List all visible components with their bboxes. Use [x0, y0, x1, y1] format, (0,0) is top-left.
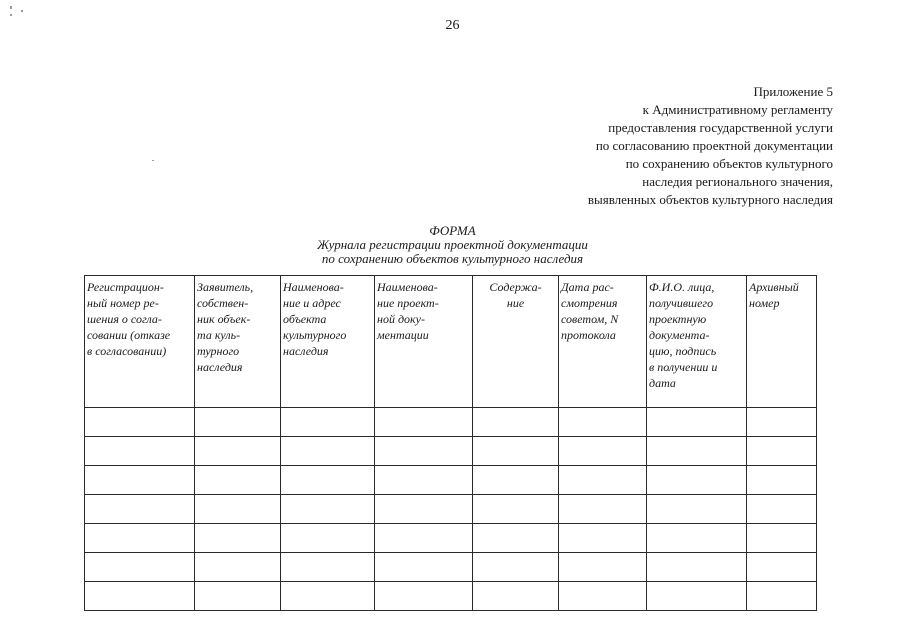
table-cell — [85, 553, 195, 582]
table-cell — [647, 495, 747, 524]
table-cell — [85, 524, 195, 553]
table-body — [85, 408, 817, 611]
table-cell — [559, 408, 647, 437]
table-cell — [195, 553, 281, 582]
table-cell — [473, 495, 559, 524]
table-cell — [473, 437, 559, 466]
table-cell — [647, 553, 747, 582]
registration-journal-table — [84, 275, 817, 611]
table-cell — [281, 466, 375, 495]
table-cell — [281, 408, 375, 437]
table-cell — [473, 582, 559, 611]
table-cell — [559, 495, 647, 524]
table-cell — [375, 437, 473, 466]
appendix-line: к Административному регламенту — [642, 102, 833, 117]
column-header-review-date: Дата рас- смотрения советом, N протокола — [559, 276, 647, 408]
column-header-registration-number: Регистрацион- ный номер ре- шения о согла- совании (отказе в согласовании) — [85, 276, 195, 408]
form-subtitle: Журнала регистрации проектной документации — [317, 237, 588, 252]
table-row — [85, 582, 817, 611]
table-cell — [195, 524, 281, 553]
table-row — [85, 495, 817, 524]
table-cell — [85, 437, 195, 466]
table-cell — [473, 524, 559, 553]
table-cell — [647, 466, 747, 495]
table-cell — [375, 495, 473, 524]
table-cell — [747, 408, 817, 437]
table-cell — [559, 524, 647, 553]
table-cell — [85, 466, 195, 495]
table-cell — [647, 524, 747, 553]
table-cell — [747, 553, 817, 582]
table-row — [85, 553, 817, 582]
table-cell — [375, 582, 473, 611]
table-cell — [647, 582, 747, 611]
appendix-line: выявленных объектов культурного наследия — [587, 192, 833, 207]
table-cell — [647, 437, 747, 466]
table-cell — [559, 466, 647, 495]
scan-speck — [10, 6, 12, 9]
column-header-archive-number: Архивный номер — [747, 276, 817, 408]
table-cell — [375, 466, 473, 495]
table-cell — [85, 408, 195, 437]
appendix-line: предоставления государственной услуги — [608, 120, 833, 135]
table-cell — [195, 495, 281, 524]
table-cell — [281, 553, 375, 582]
table-row — [85, 466, 817, 495]
appendix-line: наследия регионального значения, — [642, 174, 833, 189]
appendix-line: по сохранению объектов культурного — [625, 156, 833, 171]
table-cell — [85, 582, 195, 611]
appendix-header — [413, 83, 833, 209]
table-cell — [195, 466, 281, 495]
table-cell — [195, 582, 281, 611]
scan-speck — [152, 160, 154, 161]
table-cell — [281, 437, 375, 466]
table-cell — [747, 582, 817, 611]
table-cell — [473, 466, 559, 495]
column-header-content: Содержа- ние — [473, 276, 559, 408]
form-subtitle: по сохранению объектов культурного наследия — [321, 251, 584, 266]
table-cell — [747, 495, 817, 524]
table-cell — [559, 437, 647, 466]
table-cell — [559, 553, 647, 582]
column-header-object-name-address: Наименова- ние и адрес объекта культурного наследия — [281, 276, 375, 408]
table-cell — [85, 495, 195, 524]
page-number: 26 — [445, 18, 460, 33]
table-cell — [195, 437, 281, 466]
table-cell — [473, 408, 559, 437]
column-header-recipient: Ф.И.О. лица, получившего проектную документа- цию, подпись в получении и дата — [647, 276, 747, 408]
table-cell — [647, 408, 747, 437]
table-row — [85, 437, 817, 466]
table-header-row — [85, 276, 817, 408]
table-cell — [375, 408, 473, 437]
table-cell — [375, 553, 473, 582]
table-row — [85, 408, 817, 437]
form-heading — [0, 224, 905, 266]
scan-speck — [10, 14, 12, 16]
appendix-line: Приложение 5 — [753, 84, 833, 99]
column-header-documentation-name: Наименова- ние проект- ной доку- ментации — [375, 276, 473, 408]
table-cell — [281, 524, 375, 553]
table-cell — [281, 495, 375, 524]
table-cell — [747, 524, 817, 553]
table-cell — [281, 582, 375, 611]
table-cell — [375, 524, 473, 553]
table-cell — [747, 437, 817, 466]
table-cell — [559, 582, 647, 611]
table-cell — [747, 466, 817, 495]
form-title: ФОРМА — [429, 223, 476, 238]
table-row — [85, 524, 817, 553]
table-cell — [195, 408, 281, 437]
appendix-line: по согласованию проектной документации — [595, 138, 833, 153]
scan-speck — [21, 10, 23, 12]
table-cell — [473, 553, 559, 582]
column-header-applicant: Заявитель, собствен- ник объек- та куль- турного наследия — [195, 276, 281, 408]
